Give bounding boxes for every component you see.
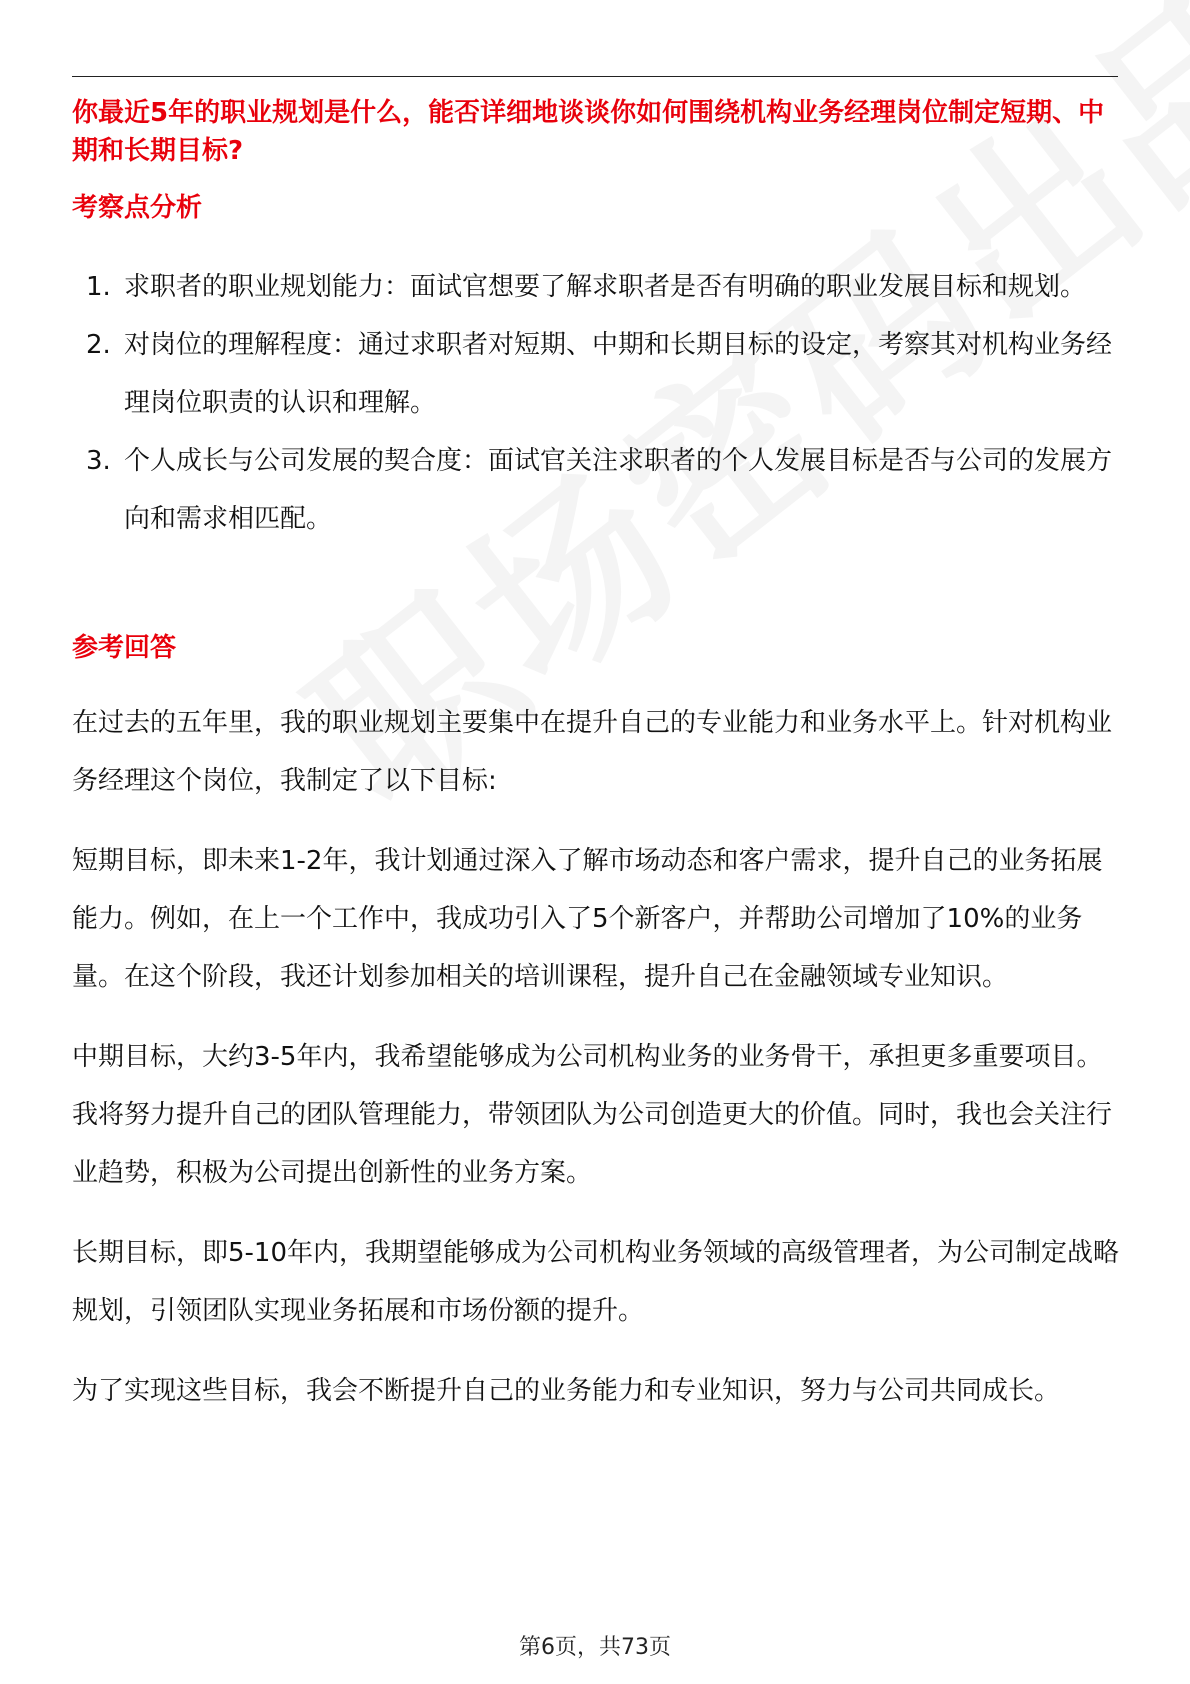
analysis-text: 求职者的职业规划能力：面试官想要了解求职者是否有明确的职业发展目标和规划。 [124, 272, 1087, 302]
list-number: 3. [86, 446, 111, 476]
analysis-text: 个人成长与公司发展的契合度：面试官关注求职者的个人发展目标是否与公司的发展方向和需求相匹配。 [124, 446, 1113, 534]
top-divider [72, 76, 1118, 77]
analysis-item [72, 258, 1118, 316]
answer-heading: 参考回答 [72, 633, 177, 663]
analysis-item [72, 316, 1118, 432]
analysis-text: 对岗位的理解程度：通过求职者对短期、中期和长期目标的设定，考察其对机构业务经理岗位职责的认识和理解。 [124, 330, 1113, 418]
answer-paragraph: 为了实现这些目标，我会不断提升自己的业务能力和专业知识，努力与公司共同成长。 [72, 1376, 1061, 1406]
answer-paragraph: 长期目标，即5-10年内，我期望能够成为公司机构业务领域的高级管理者，为公司制定战略规划，引领团队实现业务拓展和市场份额的提升。 [72, 1238, 1120, 1326]
page-number: 第6页，共73页 [519, 1635, 671, 1660]
analysis-list [72, 258, 1118, 548]
question-title: 你最近5年的职业规划是什么，能否详细地谈谈你如何围绕机构业务经理岗位制定短期、中期和长期目标? [72, 98, 1105, 166]
list-number: 1. [86, 272, 111, 302]
answer-body [72, 694, 1122, 1442]
answer-paragraph: 在过去的五年里，我的职业规划主要集中在提升自己的专业能力和业务水平上。针对机构业务经理这个岗位，我制定了以下目标: [72, 708, 1113, 796]
answer-paragraph: 中期目标，大约3-5年内，我希望能够成为公司机构业务的业务骨干，承担更多重要项目。我将努力提升自己的团队管理能力，带领团队为公司创造更大的价值。同时，我也会关注行业趋势，积极为公司提出创新性的业务方案。 [72, 1042, 1113, 1188]
analysis-heading: 考察点分析 [72, 193, 203, 223]
list-number: 2. [86, 330, 111, 360]
answer-paragraph: 短期目标，即未来1-2年，我计划通过深入了解市场动态和客户需求，提升自己的业务拓展能力。例如，在上一个工作中，我成功引入了5个新客户，并帮助公司增加了10%的业务量。在这个阶段，我还计划参加相关的培训课程，提升自己在金融领域专业知识。 [72, 846, 1103, 992]
analysis-item [72, 432, 1118, 548]
